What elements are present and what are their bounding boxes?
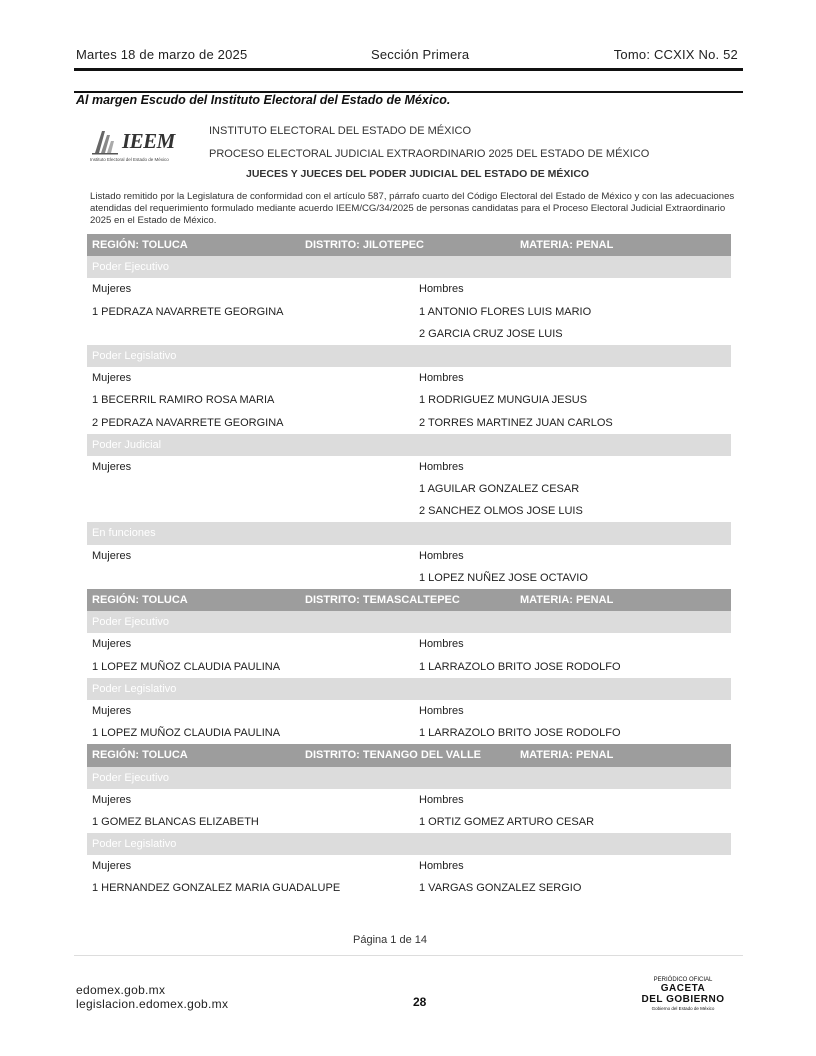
power-group-row	[87, 833, 731, 855]
subject-label: MATERIA: PENAL	[520, 239, 614, 251]
women-cell: Mujeres	[92, 704, 132, 717]
gaceta-top: PERIÓDICO OFICIAL	[653, 977, 713, 983]
candidate-row	[87, 323, 731, 345]
men-cell: Hombres	[419, 860, 464, 873]
power-group-label: Poder Legislativo	[92, 682, 177, 695]
power-group-row	[87, 345, 731, 367]
men-cell: 2 TORRES MARTINEZ JUAN CARLOS	[419, 416, 613, 429]
candidate-row	[87, 811, 731, 833]
header-date: Martes 18 de marzo de 2025	[76, 47, 248, 62]
men-cell: 1 RODRIGUEZ MUNGUIA JESUS	[419, 394, 588, 407]
header-rule	[74, 68, 743, 71]
candidate-row	[87, 456, 731, 478]
men-cell: 1 LARRAZOLO BRITO JOSE RODOLFO	[419, 727, 621, 740]
region-label: REGIÓN: TOLUCA	[92, 594, 188, 606]
women-cell: Mujeres	[92, 372, 132, 385]
candidate-row	[87, 633, 731, 655]
footer-legislacion-link[interactable]: legislacion.edomex.gob.mx	[76, 997, 229, 1011]
footer-links	[76, 983, 228, 1011]
district-label: DISTRITO: TEMASCALTEPEC	[305, 594, 460, 606]
candidate-row	[87, 478, 731, 500]
power-group-label: Poder Ejecutivo	[92, 616, 170, 629]
margin-note: Al margen Escudo del Instituto Electoral del Estado de México.	[76, 93, 451, 107]
women-cell: 1 LOPEZ MUÑOZ CLAUDIA PAULINA	[92, 727, 281, 740]
women-cell: 1 BECERRIL RAMIRO ROSA MARIA	[92, 394, 275, 407]
men-cell: 1 ANTONIO FLORES LUIS MARIO	[419, 305, 592, 318]
men-cell: Hombres	[419, 283, 464, 296]
women-cell: Mujeres	[92, 549, 132, 562]
men-cell: Hombres	[419, 372, 464, 385]
men-cell: Hombres	[419, 549, 464, 562]
intro-paragraph: Listado remitido por la Legislatura de conformidad con el artículo 587, párrafo cuarto del Código Electoral del Estado de México y con las adecuaciones atendidas del requerimiento formulado mediante acuerdo IEEM/CG/34/2025 de personas candidatas para el Proceso Electoral Judicial Extraordinario 2025 en el Estado de México.	[90, 191, 735, 226]
region-label: REGIÓN: TOLUCA	[92, 239, 188, 251]
men-cell: 1 AGUILAR GONZALEZ CESAR	[419, 483, 580, 496]
men-cell: Hombres	[419, 460, 464, 473]
process-name: PROCESO ELECTORAL JUDICIAL EXTRAORDINARIO 2025 DEL ESTADO DE MÉXICO	[209, 148, 650, 160]
candidate-row	[87, 789, 731, 811]
logo-subtitle: Instituto Electoral del Estado de México	[90, 157, 169, 162]
power-group-row	[87, 678, 731, 700]
candidate-row	[87, 545, 731, 567]
header-section: Sección Primera	[371, 47, 470, 62]
footer-rule	[74, 955, 743, 956]
women-cell: 1 LOPEZ MUÑOZ CLAUDIA PAULINA	[92, 660, 281, 673]
women-cell: Mujeres	[92, 283, 132, 296]
men-cell: Hombres	[419, 793, 464, 806]
candidate-row	[87, 877, 731, 899]
page-label: Página 1 de 14	[353, 934, 428, 946]
women-cell: Mujeres	[92, 460, 132, 473]
men-cell: 2 SANCHEZ OLMOS JOSE LUIS	[419, 505, 583, 518]
women-cell: 1 HERNANDEZ GONZALEZ MARIA GUADALUPE	[92, 882, 341, 895]
region-header-row	[87, 589, 731, 611]
region-header-row	[87, 234, 731, 256]
power-group-row	[87, 434, 731, 456]
candidate-row	[87, 722, 731, 744]
candidate-row	[87, 389, 731, 411]
women-cell: 2 PEDRAZA NAVARRETE GEORGINA	[92, 416, 284, 429]
gaceta-bottom: Gobierno del Estado de México	[651, 1006, 715, 1011]
power-group-label: Poder Ejecutivo	[92, 771, 170, 784]
document-title: JUECES Y JUECES DEL PODER JUDICIAL DEL ESTADO DE MÉXICO	[246, 168, 590, 180]
gaceta-logo	[633, 977, 733, 1011]
men-cell: 1 LOPEZ NUÑEZ JOSE OCTAVIO	[419, 571, 588, 584]
gaceta-line2: DEL GOBIERNO	[641, 994, 725, 1005]
power-group-label: Poder Ejecutivo	[92, 261, 170, 274]
subject-label: MATERIA: PENAL	[520, 594, 614, 606]
power-group-label: Poder Legislativo	[92, 349, 177, 362]
men-cell: Hombres	[419, 704, 464, 717]
women-cell: Mujeres	[92, 860, 132, 873]
men-cell: 1 LARRAZOLO BRITO JOSE RODOLFO	[419, 660, 621, 673]
power-group-row	[87, 767, 731, 789]
power-group-label: En funciones	[92, 527, 156, 540]
region-header-row	[87, 744, 731, 766]
subject-label: MATERIA: PENAL	[520, 749, 614, 762]
power-group-label: Poder Legislativo	[92, 838, 177, 851]
gaceta-line1: GACETA	[660, 983, 706, 994]
candidate-row	[87, 567, 731, 589]
candidate-row	[87, 500, 731, 522]
candidates-table	[87, 234, 731, 900]
page-number: 28	[413, 995, 427, 1009]
institution-name: INSTITUTO ELECTORAL DEL ESTADO DE MÉXICO	[209, 125, 472, 137]
power-group-label: Poder Judicial	[92, 438, 162, 451]
region-label: REGIÓN: TOLUCA	[92, 749, 188, 762]
district-label: DISTRITO: TENANGO DEL VALLE	[305, 749, 482, 762]
men-cell: Hombres	[419, 638, 464, 651]
power-group-row	[87, 522, 731, 544]
women-cell: 1 PEDRAZA NAVARRETE GEORGINA	[92, 305, 284, 318]
women-cell: Mujeres	[92, 638, 132, 651]
men-cell: 1 VARGAS GONZALEZ SERGIO	[419, 882, 582, 895]
candidate-row	[87, 656, 731, 678]
candidate-row	[87, 855, 731, 877]
candidate-row	[87, 367, 731, 389]
ieem-emblem-icon	[92, 127, 118, 155]
header-volume: Tomo: CCXIX No. 52	[613, 47, 738, 62]
power-group-row	[87, 611, 731, 633]
men-cell: 1 ORTIZ GOMEZ ARTURO CESAR	[419, 815, 595, 828]
candidate-row	[87, 412, 731, 434]
candidate-row	[87, 301, 731, 323]
women-cell: Mujeres	[92, 793, 132, 806]
ieem-logo	[88, 125, 180, 165]
logo-name: IEEM	[122, 129, 175, 153]
power-group-row	[87, 256, 731, 278]
women-cell: 1 GOMEZ BLANCAS ELIZABETH	[92, 815, 259, 828]
men-cell: 2 GARCIA CRUZ JOSE LUIS	[419, 327, 563, 340]
district-label: DISTRITO: JILOTEPEC	[305, 239, 424, 251]
candidate-row	[87, 700, 731, 722]
footer-site-link[interactable]: edomex.gob.mx	[76, 983, 166, 997]
candidate-row	[87, 278, 731, 300]
